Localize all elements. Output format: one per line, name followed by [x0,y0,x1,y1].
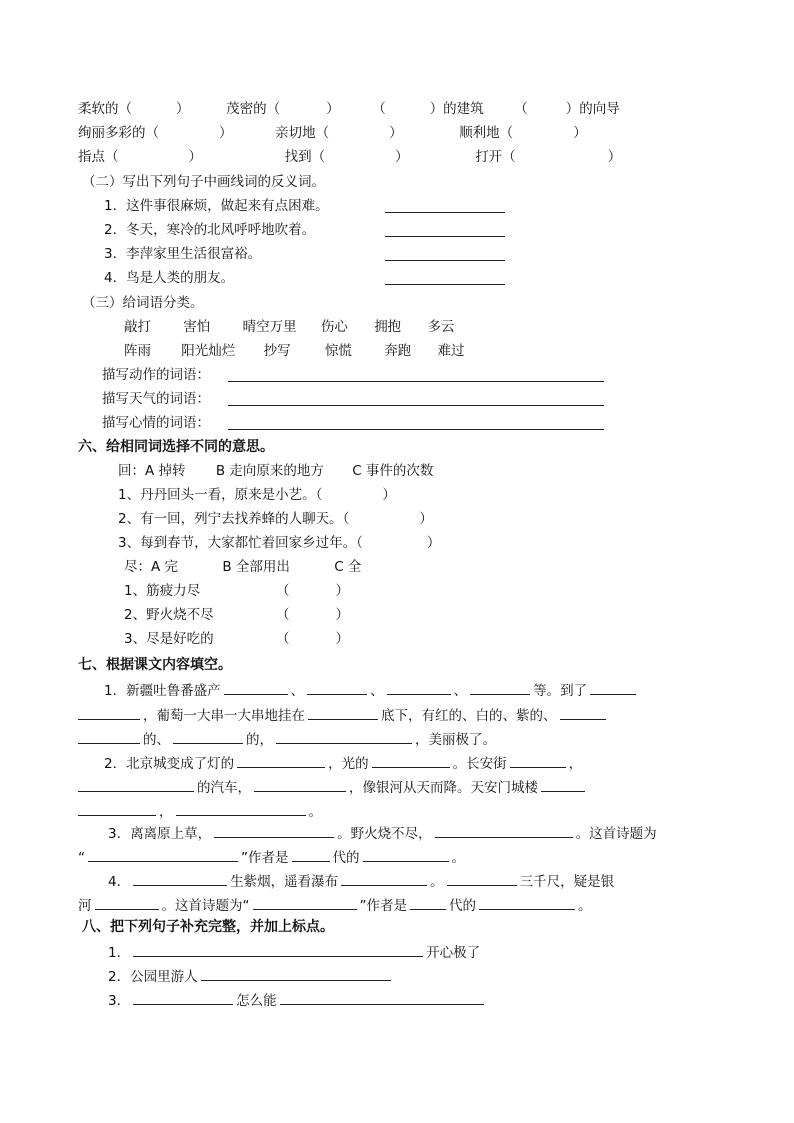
word-bank-row-2 [124,342,464,360]
blank[interactable] [372,753,450,768]
text: 的、 [143,732,170,748]
blank[interactable] [253,895,357,910]
label: ） [419,511,433,527]
jin-blank-2[interactable] [276,606,349,624]
text: 、 [453,683,468,699]
text: 、 [370,683,384,699]
blank[interactable] [590,680,636,695]
label: 绚丽多彩的（ [78,125,159,141]
text: 生紫烟，遥看瀑布 [230,874,339,890]
blank[interactable] [308,705,378,720]
answer-line[interactable] [228,405,604,406]
text: ， [568,756,583,772]
section-8-heading: 八、把下列句子补充完整，并加上标点。 [82,919,334,935]
text: 1． [108,945,131,961]
label: （ [276,607,290,623]
label: ） [335,631,349,647]
jin-blank-3[interactable] [276,630,349,648]
antonym-item-3: 3．李萍家里生活很富裕。 [104,246,262,262]
blank[interactable] [133,942,423,957]
text: 2．公园里游人 [108,969,198,985]
definition: B 全部用出 [222,559,290,575]
passage-4-line-1 [108,871,614,891]
label: 指点（ [78,149,119,165]
passage-1-line-3 [78,729,496,749]
section-6-heading: 六、给相同词选择不同的意思。 [78,439,274,455]
text: 3． [108,993,131,1009]
word: 敲打 [124,319,151,335]
blank[interactable] [276,729,412,744]
jin-item-1: 1、筋疲力尽 [124,583,201,599]
blank[interactable] [292,847,330,862]
blank[interactable] [280,990,484,1005]
word: 晴空万里 [242,319,297,335]
text: 2．北京城变成了灯的 [104,756,235,772]
hui-item-1 [118,486,396,504]
text: “ [78,850,85,866]
blank[interactable] [341,871,427,886]
label: （ [276,631,290,647]
jin-item-2: 2、野火烧不尽 [124,607,214,623]
text: 底下，有红的、白的、紫的、 [381,708,557,724]
blank[interactable] [88,847,238,862]
hui-item-2 [118,510,433,528]
text: ， [159,804,173,820]
jin-item-3: 3、尽是好吃的 [124,631,214,647]
label: ） [382,487,396,503]
blank[interactable] [307,680,367,695]
sentence: 2、有一回，列宁去找养蜂的人聊天。（ [118,511,350,527]
word: 多云 [427,319,455,335]
word-fill-row-2 [78,124,587,142]
text: 4． [108,874,131,890]
text: 。 [308,804,322,820]
passage-2-line-3 [78,801,322,821]
passage-4-line-2 [78,895,592,915]
blank[interactable] [435,823,573,838]
answer-line[interactable] [385,212,505,213]
word: 难过 [437,343,465,359]
label: ） [219,125,233,141]
text: 。 [578,898,592,914]
complete-item-1 [108,942,480,962]
blank[interactable] [541,777,585,792]
label: （ [276,583,290,599]
passage-3-line-2 [78,847,465,867]
passage-1-line-1 [104,680,639,700]
label: 顺利地（ [459,125,514,141]
antonym-item-4: 4．鸟是人类的朋友。 [104,270,235,286]
passage-3-line-1 [108,823,657,843]
label: ） [389,125,403,141]
blank[interactable] [133,871,227,886]
text: 。这首诗题为“ [161,898,250,914]
blank[interactable] [176,801,306,816]
jin-definitions [124,558,361,576]
blank[interactable] [387,680,451,695]
sentence: 3、每到春节，大家都忙着回家乡过年。（ [118,535,363,551]
definition: C 事件的次数 [352,463,434,479]
label: 找到（ [284,149,326,165]
text: 。长安街 [452,756,507,772]
text: 怎么能 [236,993,277,1009]
category-action: 描写动作的词语： [102,367,210,383]
text: 的， [246,732,273,748]
label: ） [176,101,190,117]
text: ，美丽极了。 [415,732,496,748]
blank[interactable] [78,777,194,792]
label: ）的建筑 [429,101,484,117]
passage-2-line-2 [78,777,588,797]
category-mood: 描写心情的词语： [102,415,210,431]
text: 3．离离原上草， [108,826,212,842]
label: ）的向导 [565,101,620,117]
text: 河 [78,898,92,914]
word: 伤心 [320,319,348,335]
definition: C 全 [334,559,362,575]
label: ） [426,535,441,551]
blank[interactable] [237,753,325,768]
label: 茂密的（ [226,101,281,117]
blank[interactable] [470,680,530,695]
passage-1-line-2 [78,705,609,725]
text: 代的 [332,850,360,866]
word: 害怕 [183,319,211,335]
label: ） [335,607,349,623]
word: 惊慌 [324,343,352,359]
answer-line[interactable] [385,260,505,261]
word-bank-row-1 [124,318,454,336]
text: 。 [451,850,465,866]
word: 奔跑 [384,343,412,359]
blank[interactable] [78,729,140,744]
answer-line[interactable] [228,429,604,430]
blank[interactable] [201,966,391,981]
blank[interactable] [224,680,288,695]
word: 阳光灿烂 [181,343,236,359]
section-7-heading: 七、根据课文内容填空。 [78,657,232,673]
word-fill-row-1 [78,100,620,118]
text: ，光的 [328,756,369,772]
label: ） [335,583,349,599]
blank[interactable] [254,777,346,792]
text: ”作者是 [359,898,407,914]
text: 。 [430,874,444,890]
answer-line[interactable] [228,381,604,382]
hui-definitions [118,462,433,480]
jin-blank-1[interactable] [276,582,349,600]
sentence: 1、丹丹回头一看，原来是小艺。（ [118,487,323,503]
label: ） [188,149,202,165]
definition: B 走向原来的地方 [215,463,324,479]
label: 柔软的（ [78,101,132,117]
blank[interactable] [479,895,575,910]
blank[interactable] [214,823,334,838]
category-weather: 描写天气的词语： [102,391,210,407]
label: ） [395,149,409,165]
text: 等。到了 [533,683,588,699]
blank[interactable] [78,801,156,816]
text: 开心极了 [426,945,481,961]
hui-item-3 [118,534,440,552]
passage-2-line-1 [104,753,582,773]
word-fill-row-3 [78,148,621,166]
text: ”作者是 [241,850,289,866]
blank[interactable] [560,705,606,720]
blank[interactable] [447,871,517,886]
antonym-heading: （二）写出下列句子中画线词的反义词。 [82,174,325,190]
label: ） [326,101,340,117]
text: 1．新疆吐鲁番盛产 [104,683,221,699]
complete-item-2 [108,966,394,986]
word: 阵雨 [124,343,151,359]
label: （ [514,101,528,117]
blank[interactable] [410,895,446,910]
text: 。这首诗题为 [575,826,657,842]
blank[interactable] [363,847,449,862]
text: ，像银河从天而降。天安门城楼 [349,780,538,796]
text: ，葡萄一大串一大串地挂在 [143,708,305,724]
definition: 尽：A 完 [124,559,179,575]
blank[interactable] [78,705,140,720]
word: 拥抱 [374,319,402,335]
label: 打开（ [475,149,516,165]
answer-line[interactable] [385,236,505,237]
answer-line[interactable] [385,284,505,285]
word: 抄写 [263,343,291,359]
label: ） [573,125,587,141]
classify-heading: （三）给词语分类。 [82,295,204,311]
text: 三千尺，疑是银 [519,874,615,890]
antonym-item-2: 2．冬天，寒冷的北风呼呼地吹着。 [104,222,316,238]
label: ） [607,149,622,165]
blank[interactable] [173,729,243,744]
blank[interactable] [95,895,159,910]
blank[interactable] [133,990,233,1005]
text: 代的 [449,898,476,914]
text: 。野火烧不尽， [337,826,432,842]
label: 亲切地（ [275,125,330,141]
text: 、 [290,683,305,699]
text: 的汽车， [197,780,251,796]
antonym-item-1: 1．这件事很麻烦，做起来有点困难。 [104,198,329,214]
definition: 回：A 掉转 [118,463,186,479]
blank[interactable] [510,753,566,768]
label: （ [372,101,386,117]
complete-item-3 [108,990,487,1010]
